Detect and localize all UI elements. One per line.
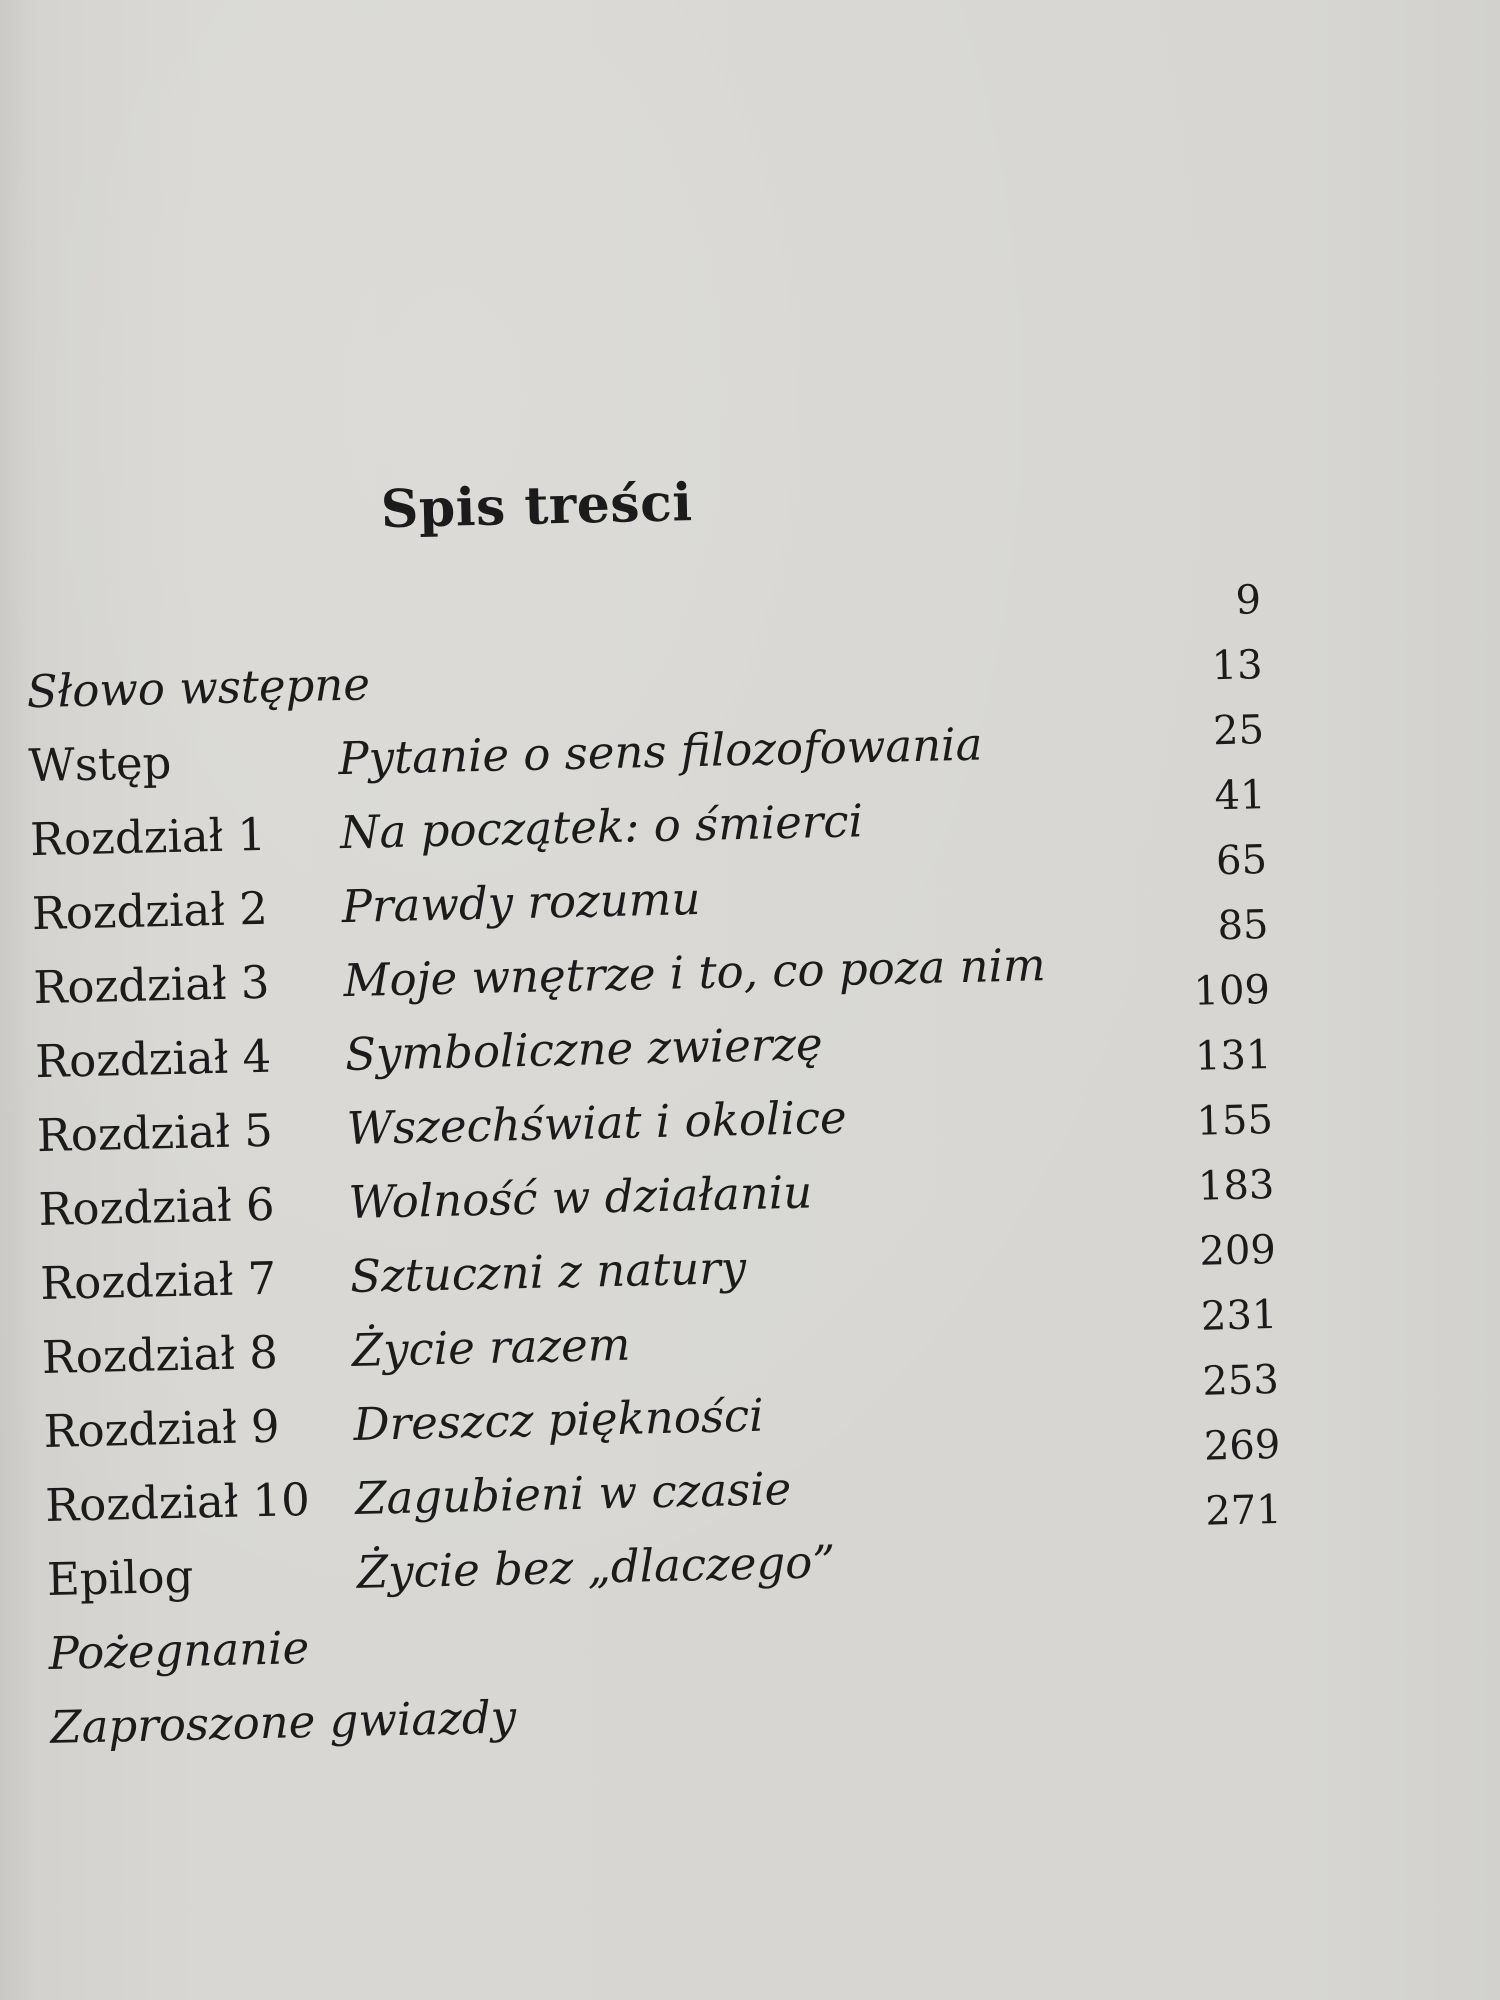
toc-entry-title: Wszechświat i okolice (346, 1090, 848, 1156)
page-number: 209 (1198, 1227, 1277, 1275)
toc-entry-chapter-3 (33, 933, 1274, 1021)
toc-entry-label: Rozdział 6 (37, 1177, 276, 1237)
toc-entry-chapter-2 (31, 859, 1272, 947)
page-number: 231 (1200, 1291, 1278, 1340)
page-number: 269 (1203, 1421, 1281, 1470)
page-number: 13 (1211, 642, 1264, 690)
toc-entry-title: Zagubieni w czasie (354, 1462, 792, 1525)
page-number: 131 (1194, 1032, 1272, 1080)
toc-entry-chapter-7 (40, 1229, 1281, 1317)
toc-entry-invited-stars (50, 1673, 1291, 1761)
toc-entry-title: Prawdy rozumu (341, 871, 701, 934)
toc-entry-foreword (26, 637, 1267, 725)
toc-entry-chapter-9 (43, 1377, 1284, 1465)
toc-entry-title: Sztuczni z natury (349, 1241, 747, 1304)
page-number: 41 (1214, 772, 1267, 820)
toc-entry-chapter-6 (38, 1155, 1279, 1243)
toc-entry-farewell (48, 1599, 1289, 1687)
toc-entry-epilogue (46, 1525, 1287, 1613)
toc-entry-title: Pytanie o sens filozofowania (337, 717, 983, 786)
page-number: 183 (1197, 1162, 1275, 1210)
toc-title: Spis treści (380, 472, 694, 541)
toc-entry-label: Zaproszone gwiazdy (49, 1690, 517, 1754)
toc-entry-title: Na początek: o śmierci (339, 794, 864, 860)
toc-entry-introduction (28, 711, 1269, 799)
toc-entry-title: Życie bez „dlaczego” (356, 1535, 836, 1599)
toc-entry-chapter-5 (36, 1081, 1277, 1169)
page-number: 85 (1217, 902, 1269, 950)
toc-entry-title: Życie razem (351, 1317, 631, 1377)
page-number: 253 (1201, 1356, 1280, 1405)
page-number: 155 (1196, 1097, 1274, 1145)
toc-entry-title: Symboliczne zwierzę (344, 1017, 824, 1082)
toc-entry-label: Pożegnanie (48, 1621, 310, 1680)
toc-entry-label: Rozdział 9 (43, 1399, 281, 1458)
toc-entry-label: Słowo wstępne (26, 657, 371, 719)
toc-entry-chapter-4 (35, 1007, 1276, 1095)
toc-entry-chapter-8 (41, 1303, 1282, 1391)
toc-entry-title: Dreszcz piękności (352, 1388, 765, 1451)
page-number-column (1141, 577, 1283, 1554)
toc-entry-title: Moje wnętrze i to, co poza nim (342, 938, 1047, 1008)
toc-entry-label: Wstęp (27, 735, 172, 793)
toc-entry-label: Rozdział 5 (36, 1103, 274, 1163)
toc-entry-label: Rozdział 3 (32, 955, 271, 1015)
toc-entry-label: Epilog (46, 1549, 194, 1606)
page-number: 9 (1235, 577, 1262, 624)
toc-entry-label: Rozdział 8 (41, 1325, 279, 1385)
toc-entry-label: Rozdział 4 (34, 1029, 272, 1089)
page-number: 25 (1212, 707, 1265, 755)
toc-entry-label: Rozdział 10 (44, 1472, 311, 1532)
page-number: 65 (1215, 837, 1268, 885)
toc-entry-title: Wolność w działaniu (347, 1165, 813, 1230)
toc-entry-chapter-10 (45, 1451, 1286, 1539)
toc-entry-chapter-1 (30, 785, 1271, 873)
toc-entry-label: Rozdział 2 (31, 881, 269, 941)
toc-entry-label: Rozdział 7 (39, 1251, 277, 1311)
toc-entry-label: Rozdział 1 (29, 807, 267, 867)
page-number: 109 (1193, 967, 1271, 1015)
page-number: 271 (1204, 1486, 1283, 1535)
